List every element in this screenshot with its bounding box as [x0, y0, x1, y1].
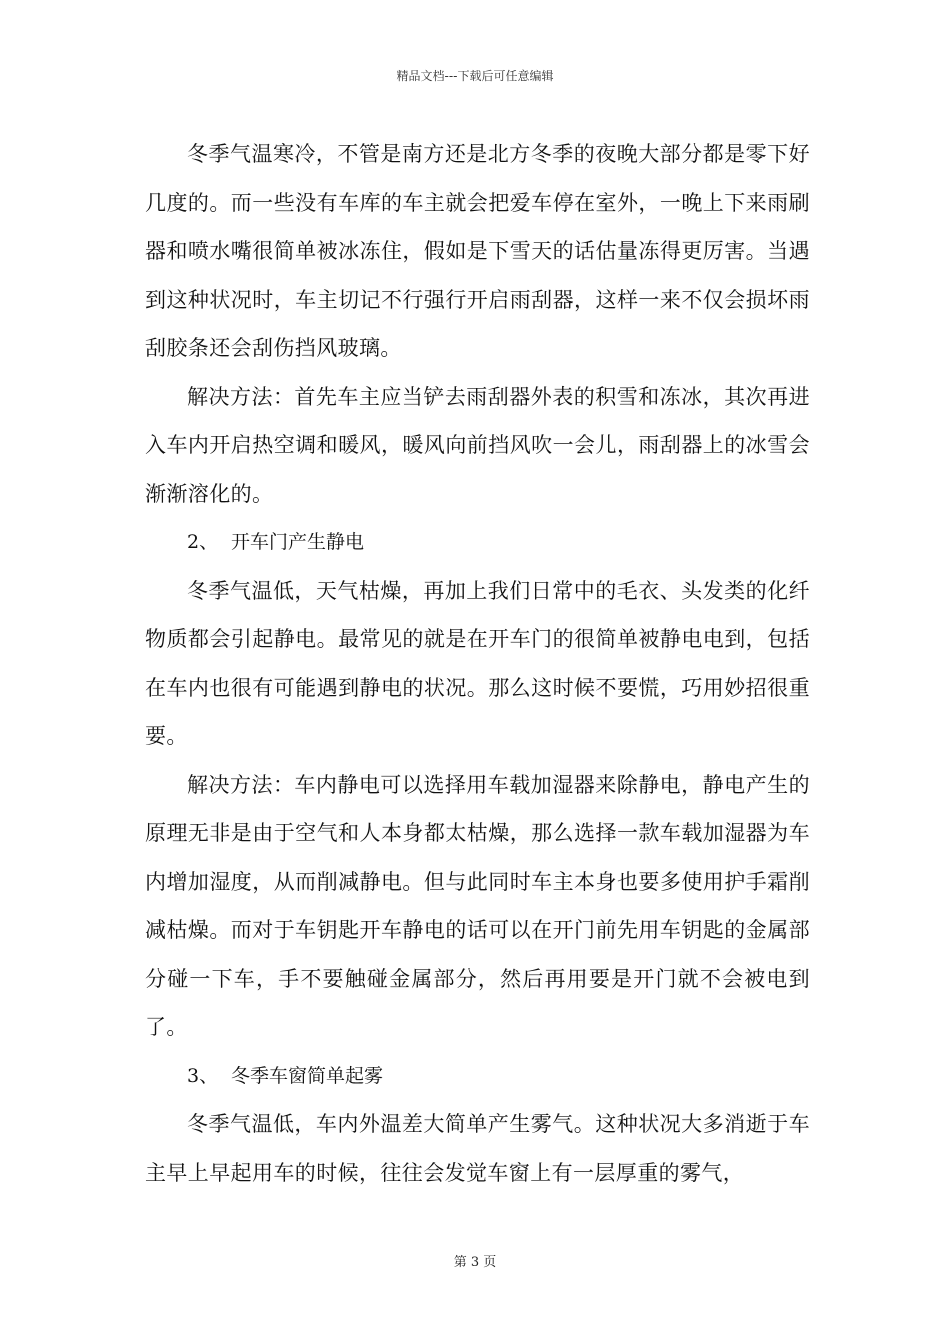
section-heading-static: [145, 518, 810, 567]
section-number: 2、: [187, 531, 219, 553]
paragraph-static-problem: 冬季气温低，天气枯燥，再加上我们日常中的毛衣、头发类的化纤物质都会引起静电。最常见的就是在开车门的很简单被静电电到，包括在车内也很有可能遇到静电的状况。那么这时候不要慌，巧用妙招很重要。: [145, 578, 810, 748]
section-title: 开车门产生静电: [231, 531, 365, 553]
paragraph-static-solution: 解决方法：车内静电可以选择用车载加湿器来除静电，静电产生的原理无非是由于空气和人本身都太枯燥，那么选择一款车载加湿器为车内增加湿度，从而削减静电。但与此同时车主本身也要多使用护手霜削减枯燥。而对于车钥匙开车静电的话可以在开门前先用车钥匙的金属部分碰一下车，手不要触碰金属部分，然后再用要是开门就不会被电到了。: [145, 772, 810, 1039]
paragraph-fog-problem: 冬季气温低，车内外温差大简单产生雾气。这种状况大多消逝于车主早上早起用车的时候，往往会发觉车窗上有一层厚重的雾气，: [145, 1112, 810, 1185]
page-header: 精品文档---下载后可任意编辑: [396, 69, 554, 83]
section-title: 冬季车窗简单起雾: [231, 1064, 384, 1087]
paragraph-wiper-freeze: 冬季气温寒冷，不管是南方还是北方冬季的夜晚大部分都是零下好几度的。而一些没有车库的车主就会把爱车停在室外，一晚上下来雨刷器和喷水嘴很简单被冰冻住，假如是下雪天的话估量冻得更厉害。当遇到这种状况时，车主切记不行强行开启雨刮器，这样一来不仅会损坏雨刮胶条还会刮伤挡风玻璃。: [145, 142, 810, 360]
paragraph-wiper-solution: 解决方法：首先车主应当铲去雨刮器外表的积雪和冻冰，其次再进入车内开启热空调和暖风，暖风向前挡风吹一会儿，雨刮器上的冰雪会渐渐溶化的。: [145, 384, 810, 506]
section-heading-fog: [145, 1052, 810, 1101]
document-body: [145, 130, 810, 1197]
page-number: 第 3 页: [453, 1255, 497, 1270]
section-number: 3、: [187, 1064, 219, 1087]
